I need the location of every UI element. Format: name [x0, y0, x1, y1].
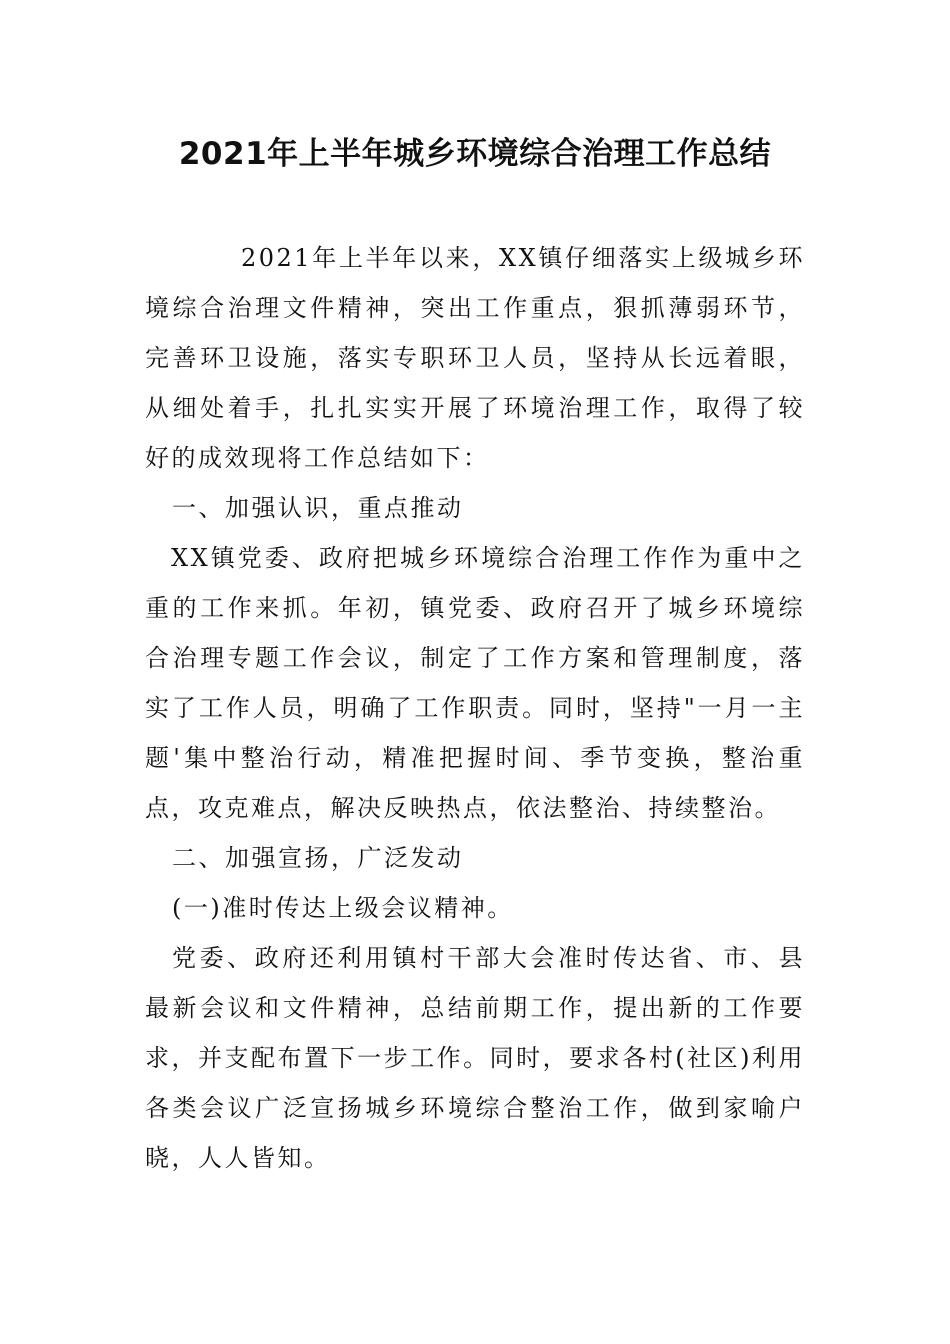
document-title: 2021年上半年城乡环境综合治理工作总结 — [178, 136, 772, 172]
intro-paragraph: 2021年上半年以来，XX镇仔细落实上级城乡环境综合治理文件精神，突出工作重点，狠抓薄弱环节，完善环卫设施，落实专职环卫人员，坚持从长远着眼，从细处着手，扎扎实实开展了环境治理工作，取得了较好的成效现将工作总结如下： — [145, 244, 805, 472]
section-1-paragraph: XX镇党委、政府把城乡环境综合治理工作作为重中之重的工作来抓。年初，镇党委、政府召开了城乡环境综合治理专题工作会议，制定了工作方案和管理制度，落实了工作人员，明确了工作职责。同时，坚持"一月一主题'集中整治行动，精准把握时间、季节变换，整治重点，攻克难点，解决反映热点，依法整治、持续整治。 — [145, 544, 805, 822]
subsection-heading-2-1: (一)准时传达上级会议精神。 — [172, 894, 514, 922]
section-2-paragraph: 党委、政府还利用镇村干部大会准时传达省、市、县最新会议和文件精神，总结前期工作，提出新的工作要求，并支配布置下一步工作。同时，要求各村(社区)利用各类会议广泛宣扬城乡环境综合整治工作，做到家喻户晓，人人皆知。 — [145, 944, 805, 1172]
document-body — [145, 233, 805, 1183]
section-heading-2: 二、加强宣扬，广泛发动 — [172, 844, 464, 872]
section-heading-1: 一、加强认识，重点推动 — [172, 494, 464, 522]
